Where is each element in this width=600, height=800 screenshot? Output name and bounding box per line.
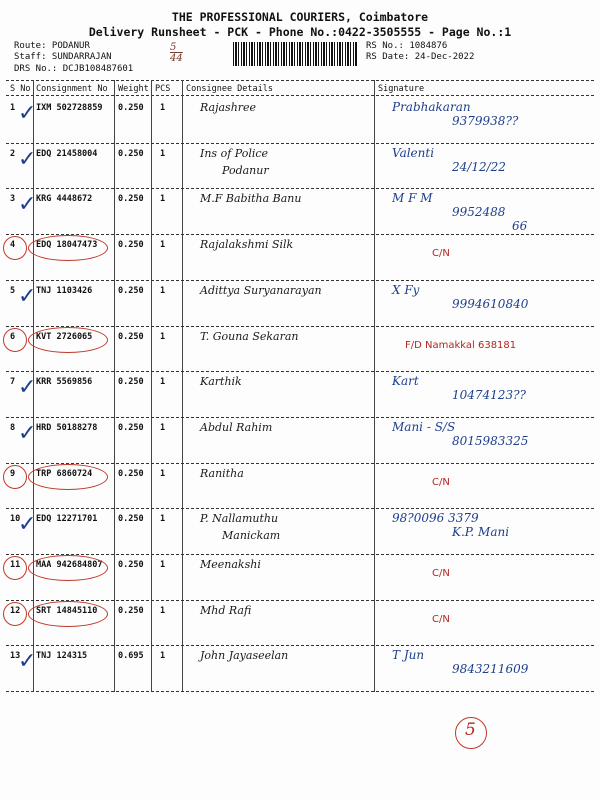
col-pcs-header: PCS [155, 84, 171, 94]
row-status-note: F/D Namakkal 638181 [405, 339, 517, 351]
row-weight: 0.250 [118, 103, 144, 113]
rs-date: RS Date: 24-Dec-2022 [366, 52, 475, 62]
row-signature-line: 9379938?? [452, 114, 519, 128]
row-signature-line: 9952488 [452, 205, 506, 220]
row-pcs: 1 [160, 103, 166, 113]
row-consignee-line: Rajashree [200, 101, 257, 114]
row-rule [6, 371, 594, 372]
row-consignee-line: John Jayaseelan [200, 649, 289, 663]
tick-mark-icon: ✓ [18, 192, 37, 218]
row-signature-line: X Fy [392, 282, 420, 297]
col-consignment-header: Consignment No [36, 84, 108, 94]
row-sno-circle [3, 602, 27, 626]
row-pcs: 1 [160, 331, 166, 342]
row-signature-line: 98?0096 3379 [392, 511, 479, 526]
row-weight: 0.250 [118, 377, 144, 388]
row-consignment-circle [28, 464, 108, 490]
col-sno-header: S No [10, 84, 31, 94]
row-consignee-line: Ranitha [200, 466, 244, 480]
staff-label: Staff: SUNDARRAJAN [14, 52, 112, 62]
row-consignment-no: HRD 50188278 [36, 422, 98, 433]
row-signature-line: 9843211609 [452, 662, 529, 677]
row-signature-line: M F M [392, 191, 433, 206]
row-signature-line: 8015983325 [452, 433, 529, 448]
row-status-note: C/N [432, 613, 450, 625]
row-consignment-no: EDQ 21458004 [36, 148, 98, 159]
row-status-note: C/N [432, 568, 450, 579]
row-consignee-line: T. Gouna Sekaran [200, 329, 299, 343]
row-pcs: 1 [160, 560, 166, 570]
row-signature-line: Valenti [392, 145, 435, 160]
row-consignment-no: TRP 6860724 [36, 468, 93, 479]
row-rule [6, 417, 594, 418]
tick-mark-icon: ✓ [18, 420, 37, 446]
row-pcs: 1 [160, 468, 166, 479]
row-pcs: 1 [160, 377, 166, 388]
col-consignee-header: Consignee Details [186, 84, 273, 94]
row-sno: 3 [10, 194, 16, 205]
row-consignee-line: Rajalakshmi Silk [200, 238, 294, 252]
row-rule [6, 234, 594, 235]
row-sno: 8 [10, 422, 16, 433]
route-label: Route: PODANUR [14, 41, 90, 51]
row-signature-line: Kart [392, 374, 419, 389]
row-rule [6, 326, 594, 327]
row-pcs: 1 [160, 194, 166, 205]
row-consignment-circle [28, 601, 108, 627]
row-consignee-line: Manickam [222, 529, 281, 543]
row-consignment-circle [28, 235, 108, 261]
row-consignment-circle [28, 555, 108, 581]
row-weight: 0.250 [118, 148, 144, 159]
row-pcs: 1 [160, 240, 166, 251]
footer-count: 5 [465, 720, 476, 740]
row-consignment-no: KVT 2726065 [36, 331, 93, 342]
row-pcs: 1 [160, 514, 166, 525]
fraction-bottom: 44 [170, 53, 183, 64]
row-consignee-line: Abdul Rahim [200, 420, 273, 434]
tick-mark-icon: ✓ [18, 512, 37, 538]
row-status-note: C/N [432, 476, 450, 488]
row-weight: 0.250 [118, 240, 144, 251]
row-rule [6, 554, 594, 555]
row-signature-line: Prabhakaran [392, 100, 471, 114]
row-signature-line: 9994610840 [452, 296, 529, 311]
row-consignment-no: EDQ 12271701 [36, 514, 98, 525]
row-weight: 0.250 [118, 194, 144, 205]
row-consignment-no: SRT 14845110 [36, 605, 98, 616]
row-sno: 5 [10, 285, 16, 296]
row-consignment-no: EDQ 18047473 [36, 240, 98, 251]
tick-mark-icon: ✓ [18, 283, 37, 309]
row-signature-line: Mani - S/S [392, 419, 456, 434]
row-consignee-line: Podanur [222, 163, 269, 177]
row-consignee-line: M.F Babitha Banu [200, 192, 302, 206]
row-rule [6, 645, 594, 646]
row-weight: 0.250 [118, 468, 144, 479]
fraction-top: 5 [170, 42, 177, 53]
row-weight: 0.250 [118, 605, 144, 616]
row-consignee-line: P. Nallamuthu [200, 512, 279, 526]
row-sno: 9 [10, 468, 16, 479]
row-sno-circle [3, 328, 27, 352]
handwritten-fraction [170, 42, 183, 64]
row-consignment-no: TNJ 124315 [36, 651, 88, 662]
col-signature-header: Signature [378, 84, 425, 94]
row-consignee-line: Ins of Police [200, 146, 269, 160]
drs-number: DRS No.: DCJB108487601 [14, 64, 134, 74]
row-sno: 1 [10, 103, 16, 113]
row-signature-line: 66 [512, 219, 528, 234]
row-signature-line: 10474123?? [452, 388, 526, 403]
row-pcs: 1 [160, 422, 166, 433]
tick-mark-icon: ✓ [18, 146, 37, 172]
col-weight-header: Weight [118, 84, 149, 94]
row-weight: 0.250 [118, 514, 144, 525]
row-rule [6, 508, 594, 509]
barcode [233, 42, 358, 66]
row-sno-circle [3, 556, 27, 580]
row-sno-circle [3, 465, 27, 489]
row-rule [6, 691, 594, 692]
row-weight: 0.250 [118, 331, 144, 342]
row-sno: 2 [10, 148, 16, 159]
row-status-note: C/N [432, 248, 450, 260]
row-signature-line: T Jun [392, 648, 425, 663]
header-rule [6, 95, 594, 96]
tick-mark-icon: ✓ [18, 101, 37, 126]
row-consignee-line: Mhd Rafi [200, 603, 252, 617]
row-rule [6, 600, 594, 601]
tick-mark-icon: ✓ [18, 375, 37, 401]
row-pcs: 1 [160, 285, 166, 296]
rs-number: RS No.: 1084876 [366, 41, 448, 51]
row-rule [6, 143, 594, 144]
row-consignment-circle [28, 327, 108, 353]
row-sno: 4 [10, 240, 16, 251]
row-pcs: 1 [160, 605, 166, 616]
row-weight: 0.250 [118, 285, 144, 296]
tick-mark-icon: ✓ [18, 649, 37, 675]
row-rule [6, 463, 594, 464]
row-sno: 7 [10, 377, 16, 388]
row-consignee-line: Meenakshi [200, 558, 261, 571]
row-rule [6, 188, 594, 189]
row-weight: 0.250 [118, 422, 144, 433]
row-signature-line: 24/12/22 [452, 159, 506, 174]
row-pcs: 1 [160, 651, 166, 662]
row-sno-circle [3, 236, 27, 260]
company-title: THE PROFESSIONAL COURIERS, Coimbatore [171, 10, 429, 24]
row-sno: 13 [10, 651, 21, 662]
table-top-rule [6, 80, 594, 81]
row-consignee-line: Karthik [200, 375, 242, 389]
row-consignment-no: MAA 942684807 [36, 560, 103, 570]
row-consignment-no: TNJ 1103426 [36, 285, 93, 296]
row-consignment-no: IXM 502728859 [36, 103, 103, 113]
row-sno: 11 [10, 560, 21, 570]
row-sno: 12 [10, 605, 21, 616]
row-sno: 6 [10, 331, 16, 342]
row-signature-line: K.P. Mani [452, 525, 510, 540]
row-sno: 10 [10, 514, 21, 525]
row-consignment-no: KRR 5569856 [36, 377, 93, 388]
row-weight: 0.250 [118, 560, 144, 570]
row-consignee-line: Adittya Suryanarayan [200, 283, 322, 297]
row-pcs: 1 [160, 148, 166, 159]
row-consignment-no: KRG 4448672 [36, 194, 93, 205]
row-weight: 0.695 [118, 651, 144, 662]
row-rule [6, 280, 594, 281]
runsheet-subtitle: Delivery Runsheet - PCK - Phone No.:0422-3505555 - Page No.:1 [88, 25, 512, 39]
